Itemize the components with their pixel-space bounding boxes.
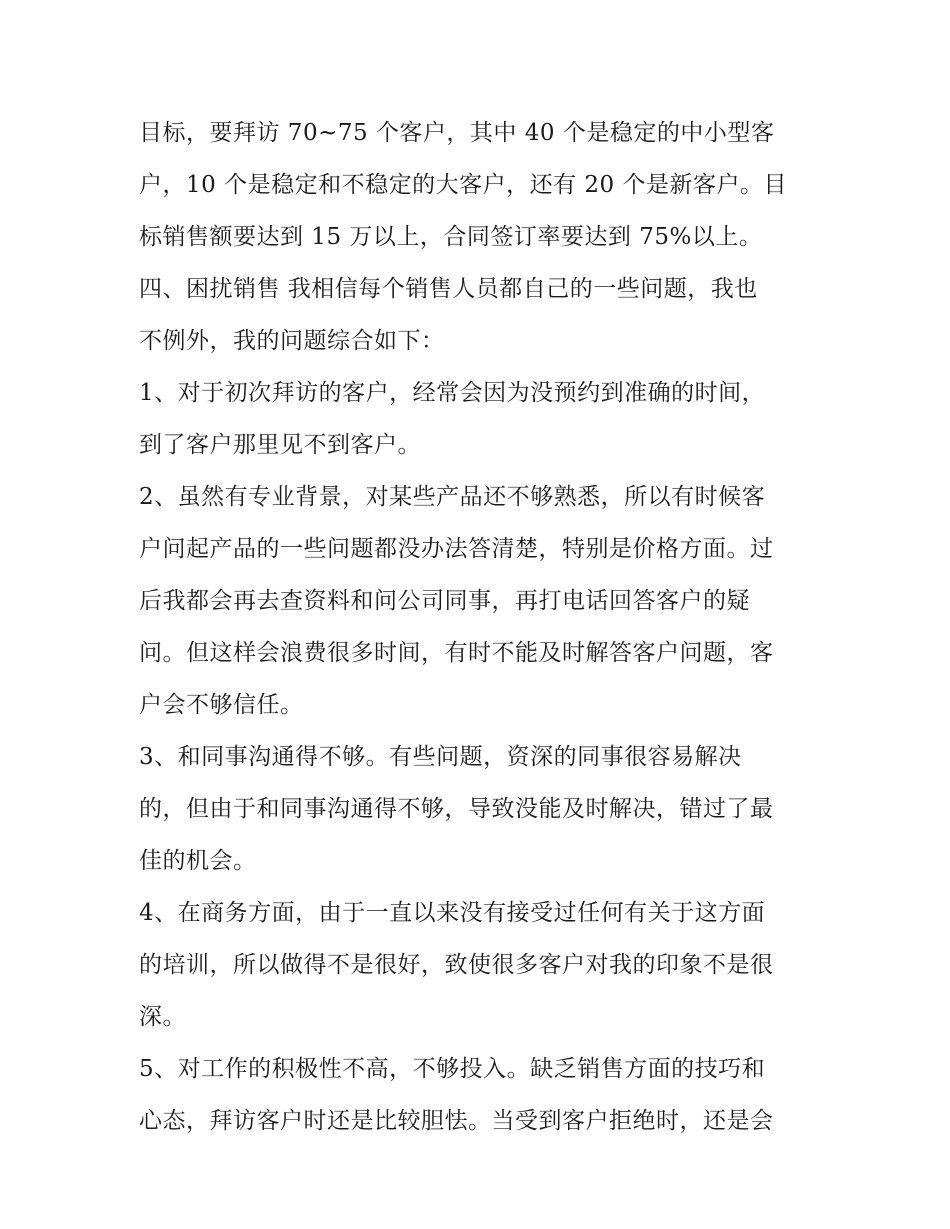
text-line: 目标，要拜访 70~75 个客户，其中 40 个是稳定的中小型客 bbox=[139, 120, 775, 146]
text-line: 户问起产品的一些问题都没办法答清楚，特别是价格方面。过 bbox=[139, 536, 774, 562]
text-line: 四、困扰销售 我相信每个销售人员都自己的一些问题，我也 bbox=[139, 276, 758, 302]
text-line: 到了客户那里见不到客户。 bbox=[139, 432, 421, 458]
text-line: 2、虽然有专业背景，对某些产品还不够熟悉，所以有时候客 bbox=[139, 484, 766, 510]
text-line: 佳的机会。 bbox=[139, 848, 257, 874]
text-line: 标销售额要达到 15 万以上，合同签订率要达到 75%以上。 bbox=[139, 224, 763, 250]
text-line: 4、在商务方面，由于一直以来没有接受过任何有关于这方面 bbox=[139, 900, 766, 926]
text-line: 户，10 个是稳定和不稳定的大客户，还有 20 个是新客户。目 bbox=[139, 172, 787, 198]
text-line: 心态，拜访客户时还是比较胆怯。当受到客户拒绝时，还是会 bbox=[139, 1108, 774, 1134]
text-line: 的，但由于和同事沟通得不够，导致没能及时解决，错过了最 bbox=[139, 796, 774, 822]
text-line: 问。但这样会浪费很多时间，有时不能及时解答客户问题，客 bbox=[139, 640, 774, 666]
document-body bbox=[139, 107, 819, 1147]
text-line: 户会不够信任。 bbox=[139, 692, 304, 718]
text-line: 不例外，我的问题综合如下： bbox=[139, 328, 445, 354]
text-line: 深。 bbox=[139, 1004, 186, 1030]
text-line: 3、和同事沟通得不够。有些问题，资深的同事很容易解决 bbox=[139, 744, 742, 770]
text-line: 5、对工作的积极性不高，不够投入。缺乏销售方面的技巧和 bbox=[139, 1056, 766, 1082]
text-line: 的培训，所以做得不是很好，致使很多客户对我的印象不是很 bbox=[139, 952, 774, 978]
text-line: 后我都会再去查资料和问公司同事，再打电话回答客户的疑 bbox=[139, 588, 750, 614]
text-line: 1、对于初次拜访的客户，经常会因为没预约到准确的时间， bbox=[139, 380, 766, 406]
